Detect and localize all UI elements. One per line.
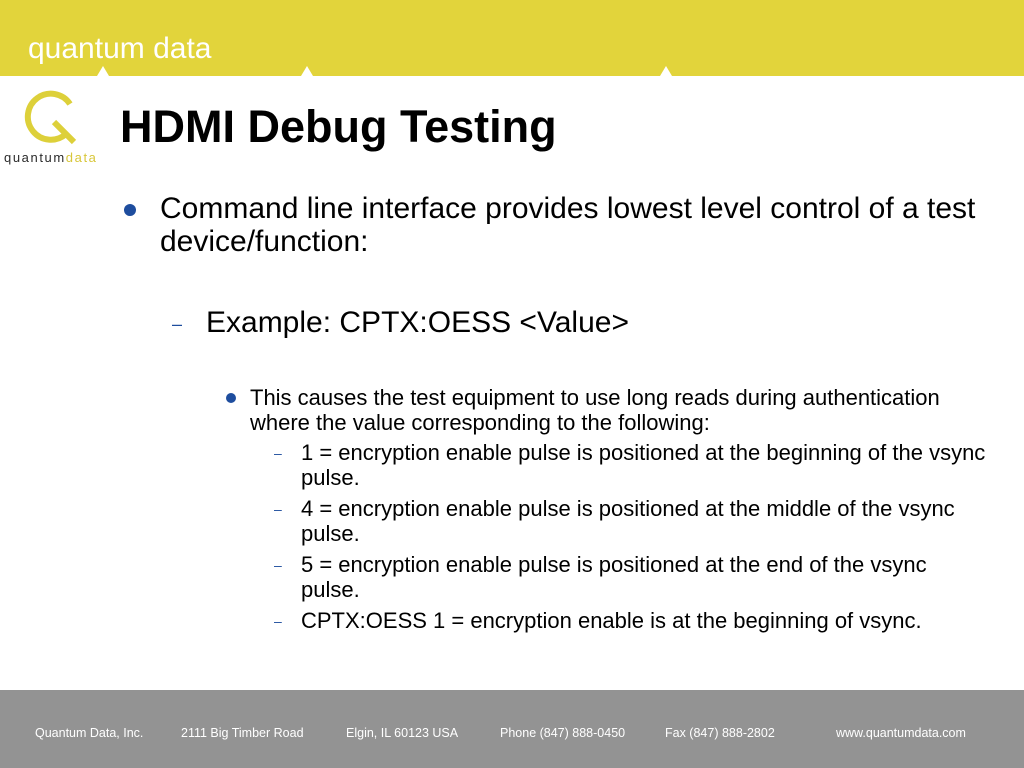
- footer-phone: Phone (847) 888-0450: [500, 726, 626, 740]
- logo-word-quantum: quantum: [4, 150, 66, 165]
- bullet-text: Example: CPTX:OESS <Value>: [206, 306, 629, 339]
- list-item-text: 1 = encryption enable pulse is positioned at the beginning of the vsync pulse.: [301, 440, 986, 490]
- header-bar: [0, 0, 1024, 76]
- bullet-dot-icon: [124, 204, 136, 216]
- brand-name: quantum data: [28, 32, 212, 65]
- logo-word-data: data: [65, 150, 98, 165]
- list-item: [274, 440, 1004, 490]
- logo-wordmark: [4, 150, 98, 165]
- footer-fax: Fax (847) 888-2802: [665, 726, 775, 740]
- dash-bullet-icon: –: [274, 613, 282, 629]
- bullet-dot-icon: [226, 393, 236, 403]
- list-item-text: CPTX:OESS 1 = encryption enable is at the beginning of vsync.: [301, 608, 922, 633]
- footer-city: Elgin, IL 60123 USA: [346, 726, 459, 740]
- dash-bullet-icon: –: [172, 314, 183, 334]
- dash-bullet-icon: –: [274, 557, 282, 573]
- footer-address: 2111 Big Timber Road: [181, 726, 304, 740]
- slide-title: HDMI Debug Testing: [120, 101, 557, 152]
- list-item: [274, 552, 1004, 602]
- sub-bullet-list: [274, 440, 1004, 639]
- list-item-text: 5 = encryption enable pulse is positioned at the end of the vsync pulse.: [301, 552, 927, 602]
- list-item: [274, 496, 1004, 546]
- header-notch: [301, 66, 313, 76]
- list-item-text: 4 = encryption enable pulse is positioned at the middle of the vsync pulse.: [301, 496, 955, 546]
- dash-bullet-icon: –: [274, 501, 282, 517]
- header-notch: [660, 66, 672, 76]
- list-item: [274, 608, 1004, 633]
- bullet-text: Command line interface provides lowest level control of a test device/function:: [160, 192, 976, 258]
- footer-company: Quantum Data, Inc.: [35, 726, 144, 740]
- dash-bullet-icon: –: [274, 445, 282, 461]
- bullet-text: This causes the test equipment to use long reads during authentication where the value corresponding to the following:: [250, 385, 940, 435]
- footer-bar: [0, 690, 1024, 768]
- footer-website: www.quantumdata.com: [836, 726, 966, 740]
- header-notch: [97, 66, 109, 76]
